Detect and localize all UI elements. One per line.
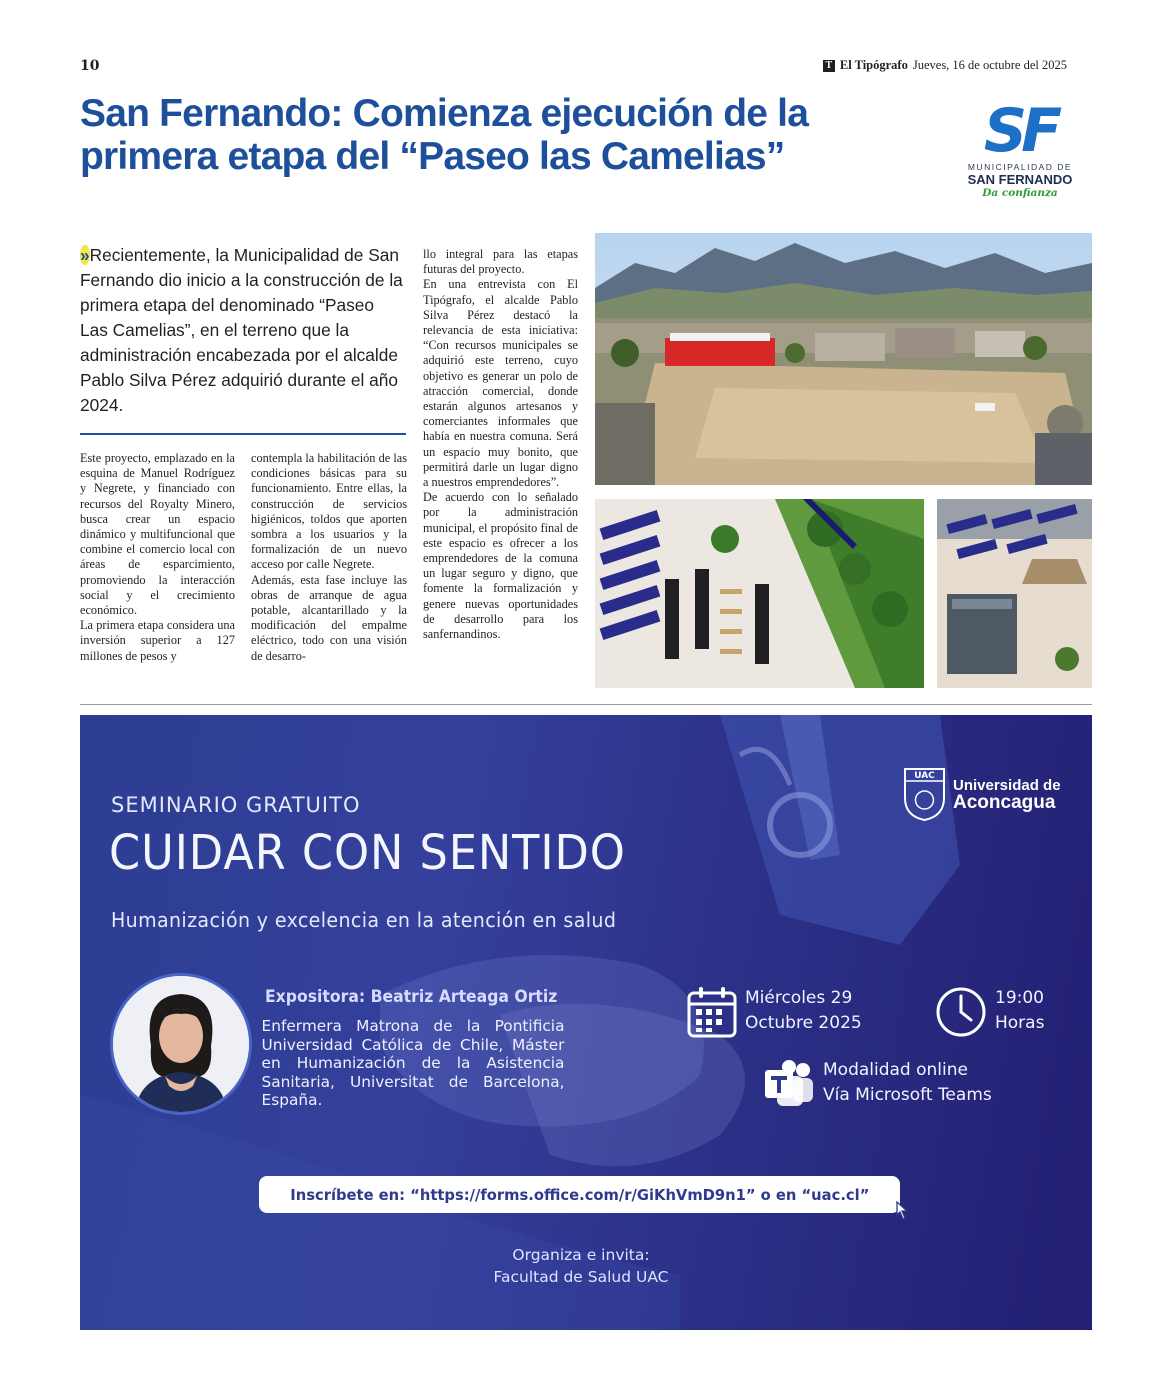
speaker-avatar — [110, 973, 252, 1115]
event-mode-line2: Vía Microsoft Teams — [823, 1085, 992, 1105]
sf-logo-mark: SF — [983, 96, 1057, 166]
headline-location: San Fernando: — [80, 92, 343, 135]
section-divider — [80, 704, 1092, 705]
organizer-line2: Facultad de Salud UAC — [493, 1268, 669, 1286]
lead-text: Recientemente, la Municipalidad de San Fernando dio inicio a la construcción de la primera etapa del denominado “Paseo Las Camelias”, en el terreno que la administración encabezada por el alcalde Pablo Silva Pérez adquirió durante el año 2024. — [80, 245, 403, 415]
body-paragraph: llo integral para las etapas futuras del proyecto. — [423, 247, 578, 277]
newspaper-name: El Tipógrafo — [839, 58, 908, 72]
speaker-name: Expositora: Beatriz Arteaga Ortiz — [265, 987, 558, 1007]
calendar-icon — [687, 986, 737, 1038]
microsoft-teams-icon — [763, 1058, 815, 1108]
sf-logo-tagline: Da confianza — [982, 187, 1058, 199]
event-date — [687, 986, 862, 1038]
event-time-line1: 19:00 — [995, 988, 1044, 1008]
ad-title: CUIDAR CON SENTIDO — [109, 825, 626, 881]
university-name-line1: Universidad de — [953, 777, 1061, 794]
lead-quote-icon: » — [80, 245, 90, 265]
project-rendering-photo — [595, 499, 924, 688]
aerial-site-photo — [595, 233, 1092, 485]
event-time — [935, 986, 1044, 1038]
headline-text: Comienza ejecución de la primera etapa del “Paseo las Camelias” — [80, 92, 809, 178]
event-date-line2: Octubre 2025 — [745, 1013, 862, 1033]
body-paragraph: Este proyecto, emplazado en la esquina de Manuel Rodríguez y Negrete, y financiado con recursos del Royalty Minero, busca crear un espacio dinámico y multifuncional que combine el comercio local con áreas de esparcimiento, promoviendo la interacción social y el crecimiento económico. — [80, 451, 235, 618]
body-paragraph: Además, esta fase incluye las obras de arranque de agua potable, alcantarillado y la modificación del empalme eléctrico, todo con una visión de desarro- — [251, 572, 407, 663]
ad-tagline: Humanización y excelencia en la atención en salud — [111, 908, 617, 932]
ad-subtitle: SEMINARIO GRATUITO — [111, 793, 361, 817]
body-paragraph: En una entrevista con El Tipógrafo, el alcalde Pablo Silva Pérez destacó la relevancia de esta iniciativa: “Con recursos municipales se adquirió este terreno, cuyo objetivo es generar un polo de atracción comercial, donde estarán algunos artesanos y comerciantes informales que había en nuestra comuna. Será un espacio muy bonito, que permitirá darle un lugar digno a nuestros emprendedores”. — [423, 277, 578, 490]
event-date-line1: Miércoles 29 — [745, 988, 853, 1008]
sf-logo-line2: SAN FERNANDO — [967, 172, 1073, 187]
page-number: 10 — [80, 58, 100, 74]
registration-text: Inscríbete en: “https://forms.office.com/r/GiKhVmD9n1” o en “uac.cl” — [289, 1185, 870, 1204]
body-paragraph: La primera etapa considera una inversión superior a 127 millones de pesos y — [80, 618, 235, 663]
body-paragraph: contempla la habilitación de las condiciones básicas para su funcionamiento. Entre ellas, la construcción de servicios higiénicos, toldos que aporten sombra a los usuarios y la formalización de un nuevo acceso por calle Negrete. — [251, 451, 407, 572]
university-seal-icon — [902, 766, 947, 822]
organizer-info — [476, 1244, 686, 1288]
lead-divider — [80, 433, 406, 435]
pointer-cursor-icon — [892, 1201, 912, 1223]
clock-icon — [935, 986, 987, 1038]
university-name-line2: Aconcagua — [953, 792, 1056, 813]
registration-link-button[interactable] — [259, 1176, 900, 1213]
newspaper-logo-icon: T — [823, 60, 835, 72]
body-column-3 — [423, 247, 578, 642]
municipality-logo — [955, 98, 1085, 213]
university-logo — [902, 766, 1061, 822]
article-lead — [80, 243, 406, 418]
organizer-line1: Organiza e invita: — [512, 1246, 650, 1264]
event-mode-line1: Modalidad online — [823, 1060, 968, 1080]
event-time-line2: Horas — [995, 1013, 1045, 1033]
body-column-2 — [251, 451, 407, 664]
event-mode — [763, 1058, 992, 1108]
project-detail-photo — [937, 499, 1092, 688]
body-column-1 — [80, 451, 235, 664]
masthead — [823, 58, 1067, 73]
university-seal-text: UAC — [914, 771, 935, 781]
speaker-bio: Enfermera Matrona de la Pontificia Universidad Católica de Chile, Máster en Humanización de la Asistencia Sanitaria, Universitat de Barcelona, España. — [261, 1017, 565, 1109]
sf-logo-line1: MUNICIPALIDAD DE — [967, 162, 1073, 172]
body-paragraph: De acuerdo con lo señalado por la administración municipal, el propósito final de este espacio es ofrecer a los emprendedores de la comuna un lugar seguro y digno, que fomente la formalización y genere nuevas oportunidades de desarrollo para los sanfernandinos. — [423, 490, 578, 642]
issue-date: Jueves, 16 de octubre del 2025 — [912, 58, 1067, 72]
article-headline — [80, 92, 880, 178]
seminar-advertisement — [80, 715, 1092, 1330]
